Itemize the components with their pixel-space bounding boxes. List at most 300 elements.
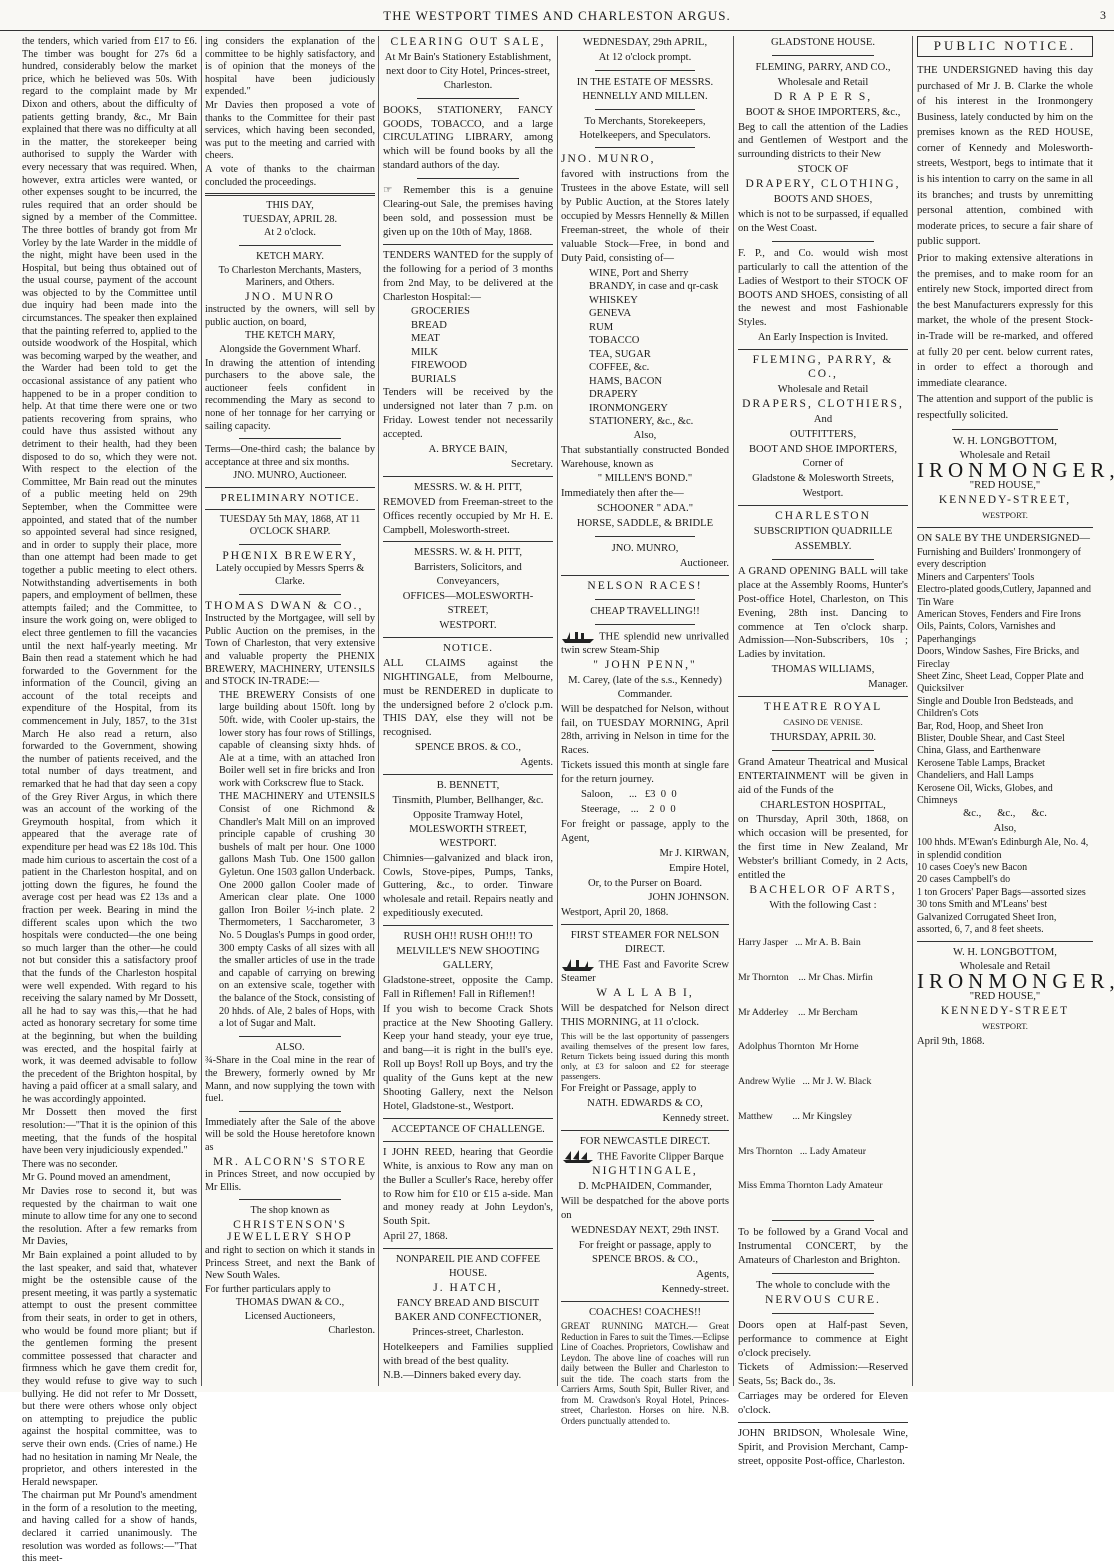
ad-text: Hotelkeepers and Families supplied with bread of the best quality.: [383, 1341, 553, 1367]
ad-text: ¾-Share in the Coal mine in the rear of the Brewery, formerly owned by Mr Mann, and now supplying the town with fuel.: [205, 1055, 375, 1105]
ad-heading: W. H. LONGBOTTOM,: [953, 946, 1057, 958]
cast-row: Andrew Wylie ... Mr J. W. Black: [738, 1076, 872, 1088]
ad-text: Wholesale and Retail: [777, 76, 869, 88]
ship-name: NIGHTINGALE,: [592, 1164, 698, 1177]
divider: [239, 594, 341, 595]
ad-heading: ASSEMBLY.: [794, 541, 852, 552]
article-paragraph: Mr G. Pound moved an amendment,: [22, 1172, 171, 1184]
divider: [772, 1220, 874, 1221]
ad-signature: Mr J. KIRWAN,: [659, 847, 729, 859]
divider: [383, 925, 553, 926]
ad-text: Or, to the Purser on Board.: [587, 877, 703, 889]
ad-heading-large: IRONMONGER,: [917, 969, 1120, 994]
divider: [383, 541, 553, 542]
article-paragraph: Mr Davies then proposed a vote of thanks to the Committee for their past services, which having been seconded, was put to the meeting and carried with cheers.: [205, 99, 375, 162]
list-item: Blister, Double Shear, and Cast Steel: [917, 733, 1065, 744]
ad-text: The attention and support of the public is respectfully solicited.: [917, 394, 1093, 421]
ad-heading-large: IRONMONGER,: [917, 458, 1120, 483]
divider: [595, 536, 696, 537]
ad-text: Carriages may be ordered for Eleven o'clock.: [738, 1391, 908, 1417]
ad-signature: Charleston.: [328, 1324, 375, 1336]
ad-signature: Kennedy street.: [662, 1112, 729, 1124]
list-item: WHISKEY: [589, 294, 638, 306]
ad-text: With the following Cast :: [769, 899, 877, 911]
ad-text: [383, 184, 553, 240]
list-item: Doors, Window Sashes, Fire Bricks, and Fireclay: [917, 646, 1080, 670]
divider: [239, 1111, 341, 1112]
ad-heading: ALSO.: [275, 1041, 305, 1053]
cast-row: Adolphus Thornton Mr Horne: [738, 1041, 859, 1053]
column-3: [383, 36, 553, 1386]
ad-text: WESTPORT.: [439, 620, 497, 631]
list-item: Single and Double Iron Bedsteads, and Children's Cots: [917, 695, 1074, 720]
ad-text: which is not to be surpassed, if equalled on the West Coast.: [738, 208, 908, 234]
ad-signature: Agents.: [520, 757, 553, 769]
ad-heading: CHEAP TRAVELLING!!: [590, 605, 700, 617]
ad-heading: PRELIMINARY NOTICE.: [220, 492, 360, 504]
list-item: DRAPERY: [589, 389, 638, 401]
ad-heading: KENNEDY-STREET: [940, 1005, 1070, 1018]
ad-text: Immediately after the Sale of the above will be sold the House heretofore known as: [205, 1116, 375, 1153]
ad-text: CASINO DE VENISE.: [783, 716, 863, 727]
divider: [595, 109, 696, 110]
ad-heading: B. BENNETT,: [436, 780, 500, 792]
ad-text: Wholesale and Retail: [959, 961, 1051, 973]
fare-row: Steerage, ... 2 0 0: [581, 803, 676, 815]
ad-text: &c., &c., &c.: [963, 808, 1047, 820]
ad-signature: Manager.: [868, 679, 908, 691]
ad-heading: BOOT AND SHOE IMPORTERS,: [748, 443, 898, 455]
article-paragraph: Mr Davies rose to second it, but was requested by the chairman to wait one minute to allow time for any one to second the resolution. After a few remarks from Mr Davies,: [22, 1186, 197, 1248]
list-item: FIREWOOD: [411, 360, 467, 372]
also-list: [917, 837, 1093, 936]
ad-heading: OUTFITTERS,: [789, 428, 857, 440]
page-number: 3: [1100, 8, 1106, 22]
ad-heading: MESSRS. W. & H. PITT,: [413, 547, 523, 559]
divider: [772, 55, 874, 56]
divider: [561, 1130, 729, 1131]
ad-text: Gladstone & Molesworth Streets,: [752, 473, 894, 485]
divider: [952, 429, 1058, 430]
ad-heading: FIRST STEAMER FOR NELSON DIRECT.: [570, 930, 720, 956]
ad-signature: Licensed Auctioneers,: [244, 1311, 336, 1323]
list-item: RUM: [589, 321, 614, 333]
divider: [595, 599, 696, 600]
ad-text: [561, 1150, 729, 1164]
article-paragraph: the tenders, which varied from £17 to £6. The timber was bought for 27s 6d a hundred, considerably below the market price, which he believed was 50s. With regard to the complaint made by Mr Dixon and others, about the difficulty of patients getting brandy, &c., Mr Bain explained that there was no difficulty at all in the matter, the storekeeper being authorised to supply the Warder with every necessary that was required. When, however, extra articles were wanted, or other expenses sought to be incurred, the rules required that an order should be signed by a member of the Committee. The three bottles of brandy got from Mr Vorley by the late Warder in the middle of the night, might have been used in the Hospital, but being thus obtained out of the usual course, payment of the account was objected to by the Committee until due inquiry had been made into the circumstances. The speaker then explained that the painting referred to, applied to the outside woodwork of the Hospital, which was becoming warped by the weather, and the Warder had been told to get the occasional assistance of any patient who happened to be in a proper condition to help. At that time there were one or two patients recovering from sprains, who could have thus assisted without any detriment to their health, had they been disposed to do so, which they were not. With respect to the election of the Committee, Mr Bain read out the minutes of a public meeting held on 29th September, when the Committee were appointed, and stated that of the number so appointed several had since resigned, and in order to supply their place, more than one attempt had been made to get together a public meeting to elect others. Notwithstanding advertisements in both papers, and employment of bellmen, these attempts failed; and the Committee, to insure the work going on, were obliged to elect three gentlemen to fill the vacancies until the next half-yearly meeting. Mr Bain then read a statement which he had forwarded to the Government for the information of the Council, giving an account of the total receipts and expenditure of the Hospital, from its commencement in July, 1857, to the 31st March He also read a return, also forwarded to the Government, showing the number of patients received, and the total number of days treatment, and remarked that he had that day seen a copy of the Grey River Argus, in which there was an account of the working of the Greymouth hospital, from which it appeared that the average rate of expenditure per head was £2 18s 10d. This made him curious to ascertain the cost of a patient in the Charleston hospital, and on jotting down the figures, he found the average cost per head was £2 13s and a fraction per week. Bearing in mind the different scales upon which the two hospitals were conducted—the one being so much larger than the other—he could not but consider this a satisfactory proof that the funds of the Charleston hospital were well expended. With regard to his receiving the salary named by Mr Dossett, all he had to say was this,—that he had acted as honorary secretary for some time at the beginning, but when the building was erected, and the hospital fairly at work, it was deemed advisable to follow the precedent of the Brighton hospital, by having a paid officer at a small salary, and he was accordingly appointed.: [22, 36, 197, 1105]
auctioneer-name: THOMAS DWAN & CO.,: [205, 599, 364, 612]
list-item: China, Glass, and Earthenware: [917, 745, 1041, 757]
divider: [205, 509, 375, 510]
ad-heading: DRAPERY, CLOTHING,: [745, 178, 901, 191]
ad-text: "RED HOUSE,": [969, 991, 1041, 1003]
ad-text: GREAT RUNNING MATCH.— Great Reduction in Fares to suit the Times.—Eclipse Line of Coaches. Proprietors, Cowlishaw and Leydon. The above line of coaches will run daily between the Buller and Charleston to suit the tide. The coach starts from the Carriers Arms, South Spit, Buller River, and from M. Crawdson's Royal Hotel, Princes-street, Charleston. Horses on hire. N.B. Orders punctually attended to.: [561, 1321, 729, 1426]
ad-signature: THOMAS WILLIAMS,: [771, 664, 875, 676]
ad-text: Will be despatched for the above ports on: [561, 1195, 729, 1221]
divider: [772, 241, 874, 242]
ad-date: Westport, April 20, 1868.: [561, 907, 669, 919]
stock-list: [589, 267, 729, 429]
list-item: MEAT: [411, 333, 440, 345]
ad-text: favored with instructions from the Trustees in the above Estate, will sell by Public Auction, at the Stores lately occupied by Messrs Hennelly & Millen Freeman-street, the whole of their valuable Stock—Free, in bond and Duty Paid, consisting of—: [561, 169, 729, 264]
ad-text: To Merchants, Storekeepers, Hotelkeepers, and Speculators.: [579, 115, 711, 141]
divider: [383, 1248, 553, 1249]
ad-date: April 9th, 1868.: [917, 1035, 985, 1047]
ad-heading: PHŒNIX BREWERY,: [222, 549, 358, 562]
cast-row: Mr Thornton ... Mr Chas. Mirfin: [738, 971, 873, 983]
ad-text: For freight or passage, apply to: [578, 1239, 712, 1251]
ad-text: Princes-street, Charleston.: [412, 1326, 524, 1338]
list-item: HAMS, BACON: [589, 375, 662, 387]
ad-text: That substantially constructed Bonded Warehouse, known as: [561, 444, 729, 470]
auctioneer-name: JNO. MUNRO: [245, 290, 335, 303]
ad-signature: JOHN JOHNSON.: [648, 892, 729, 904]
ad-text: Prior to making extensive alterations in the premises, and to make room for an entirely new Stock, imported direct from the best Manufacturers expressly for this market, the whole of the present Stock-in-Trade will be re-marked, and offered at fully 20 per cent. below current rates, in order to effect a thorough and immediate clearance.: [917, 253, 1093, 389]
list-item: Sheet Zinc, Sheet Lead, Copper Plate and Quicksilver: [917, 670, 1084, 695]
list-item: GENEVA: [589, 308, 632, 320]
cast-row: Harry Jasper ... Mr A. B. Bain: [738, 936, 861, 948]
ad-text-body: THE Favorite Clipper Barque: [597, 1151, 724, 1163]
column-rule: [557, 36, 558, 1386]
list-item: Electro-plated goods,Cutlery, Japanned and Tin Ware: [917, 584, 1092, 608]
divider: [772, 1273, 874, 1274]
ad-date: April 27, 1868.: [383, 1231, 448, 1243]
ad-heading: FLEMING, PARRY, AND CO.,: [755, 61, 891, 73]
list-item: 20 cases Campbell's do: [917, 874, 1011, 886]
list-item: BURIALS: [411, 373, 457, 385]
ad-signature: Auctioneer.: [679, 557, 729, 569]
cast-row: Miss Emma Thornton Lady Amateur: [738, 1180, 883, 1192]
ad-text: Immediately then after the—: [561, 488, 684, 500]
divider: [772, 1313, 874, 1314]
divider: [595, 624, 696, 625]
ad-heading: CHRISTENSON'S JEWELLERY SHOP: [227, 1218, 353, 1244]
ad-time: At 2 o'clock.: [264, 227, 316, 239]
divider: [383, 244, 553, 245]
cast-row: Mrs Thornton ... Lady Amateur: [738, 1145, 866, 1157]
ad-heading: THE KETCH MARY,: [244, 330, 336, 342]
ad-date: WEDNESDAY, 29th APRIL,: [582, 37, 708, 48]
ad-text-body: Remember this is a genuine Clearing-out Sale, the premises having been sold, and possession must be given up on the 10th of May, 1868.: [383, 185, 553, 238]
ad-text: Also,: [633, 429, 657, 441]
ad-heading: CHARLESTON: [775, 510, 871, 523]
ad-text: Will be despatched for Nelson, without fail, on TUESDAY MORNING, April 28th, arriving in Nelson in time for the Races.: [561, 703, 729, 757]
list-item: Kerosene Oil, Wicks, Globes, and Chimneys: [917, 782, 1053, 807]
ad-text: OFFICES—MOLESWORTH-STREET,: [402, 591, 534, 617]
column-6: [917, 36, 1120, 1386]
ad-text: Grand Amateur Theatrical and Musical ENTERTAINMENT will be given in aid of the Funds of the: [738, 756, 908, 796]
divider: [239, 245, 341, 246]
ad-text: Westport.: [802, 488, 844, 500]
list-item: Furnishing and Builders' Ironmongery of every description: [917, 546, 1082, 571]
ad-text: Tickets of Admission:—Reserved Seats, 5s; Back do., 3s.: [738, 1362, 908, 1388]
ad-text: Instructed by the Mortgagee, will sell by Public Auction on the premises, in the Town of Charleston, that very extensive and valuable property the PHENIX BREWERY, MACHINERY, UTENSILS and STOCK IN-TRADE:—: [205, 613, 375, 688]
ad-heading: CLEARING OUT SALE,: [390, 36, 546, 48]
ad-text: For freight or passage, apply to the Agent,: [561, 818, 729, 844]
ad-text: instructed by the owners, will sell by public auction, on board,: [205, 304, 375, 328]
ad-heading: STOCK OF: [797, 164, 849, 176]
notice-box: [917, 36, 1093, 57]
ad-heading: ACCEPTANCE OF CHALLENGE.: [391, 1123, 545, 1135]
steamship-icon: [561, 958, 595, 972]
list-item: TOBACCO: [589, 335, 640, 347]
cast-row: Mr Adderley ... Mr Bercham: [738, 1006, 858, 1018]
ad-text: THE BREWERY Consists of one large building about 150ft. long by 50ft. wide, with Cooler up-stairs, the lower story has four rows of Stillings, capable of cleansing sixty hhds. of Ale at a time, with an attached Iron Boiler well set in fire bricks and Iron work with Corkscrew flue to Stack.: [219, 689, 375, 789]
cast-list: [738, 914, 908, 1215]
auctioneer-name: JNO. MUNRO,: [561, 153, 656, 166]
ad-text: At Mr Bain's Stationery Establishment, next door to City Hotel, Princes-street, Charleston.: [384, 51, 552, 91]
tender-list: [411, 305, 553, 386]
ad-text: For Freight or Passage, apply to: [561, 1083, 697, 1094]
divider: [917, 941, 1093, 942]
ad-text: To Charleston Merchants, Masters, Mariners, and Others.: [218, 264, 362, 289]
cast-row: Matthew ... Mr Kingsley: [738, 1110, 853, 1122]
list-item: 1 ton Grocers' Paper Bags—assorted sizes: [917, 886, 1086, 898]
ad-time: At 12 o'clock prompt.: [598, 51, 692, 63]
ad-signature: Kennedy-street.: [661, 1284, 729, 1296]
ad-text: I JOHN REED, hearing that Geordie White, is anxious to Row any man on the Buller a Sculler's Race, hereby offer to Row him for £10 or £15 a-side. Man and money ready at John Leydon's, South Spit.: [383, 1146, 553, 1228]
article-column-hospital-meeting: [22, 36, 197, 1565]
article-paragraph: The chairman put Mr Pound's amendment in the form of a resolution to the meeting, and having called for a show of hands, declared it carried unanimously. The resolution was worded as follows:—"That this meet-: [22, 1490, 197, 1565]
ad-date: TUESDAY, APRIL 28.: [242, 213, 338, 225]
ad-text: Barristers, Solicitors, and Conveyancers,: [414, 562, 522, 588]
divider: [595, 70, 696, 71]
divider: [917, 527, 1093, 528]
list-item: WINE, Port and Sherry: [589, 267, 689, 279]
ad-text: Doors open at Half-past Seven, performance to commence at Eight o'clock precisely.: [738, 1319, 908, 1359]
column-rule: [201, 36, 202, 1386]
sale-list: [917, 547, 1093, 808]
list-item: 100 hhds. M'Ewan's Edinburgh Ale, No. 4, in splendid condition: [917, 837, 1089, 861]
ad-text: Will be despatched for Nelson direct THIS MORNING, at 11 o'clock.: [561, 1003, 729, 1029]
ad-text: Terms—One-third cash; the balance by acceptance at three and six months.: [205, 444, 375, 468]
ad-heading: MR. ALCORN'S STORE: [213, 1155, 367, 1168]
divider: [383, 476, 553, 477]
ad-text-body: THE Fast and Favorite Screw Steamer: [561, 959, 730, 985]
divider: [383, 1118, 553, 1119]
ad-heading: GLADSTONE HOUSE.: [771, 37, 875, 48]
ad-text: To be followed by a Grand Vocal and Instrumental CONCERT, by the Amateurs of Charleston and Brighton.: [738, 1227, 908, 1266]
divider: [738, 1422, 908, 1423]
ad-date: THIS DAY,: [266, 200, 314, 212]
list-item: Kerosene Table Lamps, Bracket Chandeliers, and Hall Lamps: [917, 757, 1045, 782]
ad-text: THE UNDERSIGNED having this day purchased of Mr J. B. Clarke the whole of his interest in the Ironmongery Business, lately conducted by him on the premises known as the RED HOUSE, corner of Kennedy and Molesworth-streets, Westport, begs to intimate that it is his intention to carry on the same in all its branches; and trusts by unremitting personal attention, combined with moderate prices, to secure a fair share of public support.: [917, 64, 1093, 248]
ad-heading: FLEMING, PARRY, & CO.,: [752, 354, 894, 381]
ad-heading: MELVILLE'S NEW SHOOTING GALLERY,: [396, 946, 540, 971]
ship-name: W A L L A B I,: [596, 987, 694, 1000]
ad-text: JOHN BRIDSON, Wholesale Wine, Spirit, and Provision Merchant, Camp-street, opposite Post-office, Charleston.: [738, 1428, 908, 1467]
divider: [738, 349, 908, 350]
column-rule: [912, 36, 913, 1386]
list-item: Bar, Rod, Hoop, and Sheet Iron: [917, 720, 1044, 732]
ad-text: The shop known as: [250, 1205, 330, 1217]
ad-date: THURSDAY, APRIL 30.: [769, 731, 877, 743]
fare-row: Saloon, ... £3 0 0: [581, 789, 677, 801]
divider: [383, 1141, 553, 1142]
article-paragraph: Mr Dossett then moved the first resolution:—"That it is the opinion of this meeting, that the funds of the hospital have been very injudiciously expended.": [22, 1107, 197, 1157]
ad-text: Corner of: [802, 458, 844, 470]
ad-heading: BOOTS AND SHOES,: [773, 194, 873, 206]
ad-text: Chimnies—galvanized and black iron, Cowls, Stove-pipes, Pumps, Tanks, Guttering, &c., to order. Tinware wholesale and retail. Repairs neatly and expeditiously executed.: [383, 852, 553, 920]
list-item: STATIONERY, &c., &c.: [589, 416, 694, 428]
list-item: MILK: [411, 346, 439, 358]
steamship-icon: [561, 630, 595, 644]
list-item: TEA, SUGAR: [589, 348, 651, 360]
ad-signature: Agents,: [696, 1269, 729, 1281]
list-item: COFFEE, &c.: [589, 362, 650, 374]
pointing-hand-icon: ☞: [383, 185, 404, 197]
ad-text: Lately occupied by Messrs Sperrs & Clarke.: [215, 563, 365, 587]
ad-text: In drawing the attention of intending purchasers to the above sale, the auctioneer feels confident in recommending the Mary as second to none of her tonnage for her carrying or sailing capacity.: [205, 357, 375, 432]
ad-text: TENDERS WANTED for the supply of the following for a period of 3 months from 2nd May, to be delivered at the Charleston Hospital:—: [383, 249, 553, 303]
list-item: Oils, Paints, Colors, Varnishes and Paperhangings: [917, 621, 1056, 645]
ad-heading: FOR NEWCASTLE DIRECT.: [579, 1135, 711, 1147]
ad-heading: IN THE ESTATE OF MESSRS. HENNELLY AND MILLEN.: [576, 76, 714, 102]
ad-heading: RUSH OH!! RUSH OH!!! TO: [403, 931, 533, 943]
ad-text: ALL CLAIMS against the NIGHTINGALE, from Melbourne, must be RENDERED in duplicate to the undersigned before 2 o'clock p.m. THIS DAY, else they will not be recognised.: [383, 657, 553, 739]
list-item: IRONMONGERY: [589, 402, 668, 414]
ad-text: Also,: [993, 823, 1017, 835]
newspaper-title: THE WESTPORT TIMES AND CHARLESTON ARGUS.: [383, 8, 731, 23]
ad-text: Beg to call the attention of the Ladies and Gentlemen of Westport and the surrounding districts to their New: [738, 121, 908, 161]
list-item: American Stoves, Fenders and Fire Irons: [917, 608, 1081, 620]
article-paragraph: There was no seconder.: [22, 1158, 118, 1170]
ad-text: For further particulars apply to: [205, 1283, 331, 1295]
ad-heading: NOTICE.: [442, 641, 494, 654]
sailing-ship-icon: [561, 1150, 595, 1164]
ad-heading: J. HATCH,: [433, 1281, 503, 1294]
ad-heading: SCHOONER " ADA.": [596, 503, 694, 515]
column-4: [561, 36, 730, 1426]
divider: [205, 487, 375, 488]
divider: [383, 637, 553, 638]
ad-date: TUESDAY 5th MAY, 1868, AT 11 O'CLOCK SHARP.: [219, 513, 361, 538]
ad-text: N.B.—Dinners baked every day.: [383, 1370, 522, 1382]
column-rule: [733, 36, 734, 1386]
ad-signature: JNO. MUNRO,: [611, 543, 679, 555]
list-item: BREAD: [411, 319, 447, 331]
ad-heading: MESSRS. W. & H. PITT,: [413, 481, 523, 493]
divider: [595, 147, 696, 148]
divider: [239, 1199, 341, 1200]
ad-text: THE MACHINERY and UTENSILS Consist of one Richmond & Chandler's Malt Mill on an improved principle capable of crushing 30 bushels of malt per hour. One 1000 gallons Mash Tub. One 1500 gallon Gyletun. One 1503 gallon Underback. One 2000 gallon Cooler made of American clear plate. One 1000 gallon Iron Boiler ½-inch plate. 2 Thermometers, 1 Saccharometer, 3 No. 5 Douglas's Pumps in good order, 300 empty Casks of all sizes with all the smaller articles of use in the trade and capable of carrying on brewing on an extensive scale, together with the balance of the Stock, consisting of 20 hhds. of Ale, 2 bales of Hops, with a lot of Sugar and Malt.: [219, 791, 375, 1030]
column-2: [205, 36, 375, 1386]
ad-text: Opposite Tramway Hotel, MOLESWORTH STREET, WESTPORT.: [409, 809, 527, 849]
ad-signature: SPENCE BROS. & CO.,: [415, 742, 521, 754]
divider: [772, 750, 874, 751]
ad-text: And: [813, 413, 833, 425]
ad-heading: NERVOUS CURE.: [765, 1293, 881, 1306]
masthead: [0, 2, 1114, 31]
ad-text: Alongside the Government Wharf.: [219, 344, 361, 356]
ad-heading: D R A P E R S,: [773, 90, 873, 103]
divider: [383, 774, 553, 775]
ad-text: WESTPORT.: [982, 1021, 1028, 1032]
ad-heading: SUBSCRIPTION QUADRILLE: [753, 526, 893, 538]
ad-heading: CHARLESTON HOSPITAL,: [760, 799, 886, 811]
list-item: GROCERIES: [411, 306, 470, 318]
column-rule: [378, 36, 379, 1386]
ad-text: BOOKS, STATIONERY, FANCY GOODS, TOBACCO, and a large CIRCULATING LIBRARY, among which will be found books by all the standard authors of the day.: [383, 104, 553, 172]
ad-text: D. McPHAIDEN, Commander,: [578, 1180, 712, 1192]
ad-text: "RED HOUSE,": [969, 480, 1041, 492]
ad-text: [561, 630, 729, 658]
ad-heading: ON SALE BY THE UNDERSIGNED—: [917, 533, 1091, 544]
ad-signature: A. BRYCE BAIN,: [428, 444, 508, 456]
column-5: [738, 36, 908, 1467]
divider: [205, 193, 375, 196]
divider: [417, 178, 519, 179]
ad-text: This will be the last opportunity of passengers availing themselves of the present low fares, Return Tickets being issued during this month only, at £3 for saloon and £2 for steerage passengers.: [561, 1031, 729, 1081]
ad-text: An Early Inspection is Invited.: [757, 332, 889, 344]
ad-heading: BACHELOR OF ARTS,: [749, 883, 897, 896]
list-item: 10 cases Coey's new Bacon: [917, 862, 1028, 874]
ad-heading: " MILLEN'S BOND.": [597, 473, 693, 485]
list-item: 30 tons Smith and M'Leans' best Galvanized Corrugated Sheet Iron, assorted, 6, 7, and 8 feet sheets.: [917, 899, 1057, 936]
ad-heading: KENNEDY-STREET,: [938, 494, 1072, 507]
ad-heading: HORSE, SADDLE, & BRIDLE: [576, 518, 714, 530]
ad-text: [561, 958, 729, 986]
ad-heading: KETCH MARY.: [256, 250, 324, 262]
article-paragraph: A vote of thanks to the chairman concluded the proceedings.: [205, 163, 375, 188]
ad-heading: DRAPERS, CLOTHIERS,: [742, 397, 904, 410]
divider: [561, 575, 729, 576]
ad-text: A GRAND OPENING BALL will take place at the Assembly Rooms, Hunter's Post-office Hotel, Charleston, on This Evening, 28th inst. Dancing to commence at Ten o'clock sharp. Admission—Non-Subscribers, 10s ; Ladies by invitation.: [738, 565, 908, 661]
ad-signature: Secretary.: [511, 458, 553, 470]
ad-text: M. Carey, (late of the s.s., Kennedy) Commander.: [568, 674, 722, 700]
ad-text: If you wish to become Crack Shots practice at the New Shooting Gallery. Keep your hand steady, your eye true, and bang—it is right in the bull's eye. Roll up Boys! Roll up Boys, and try the quality of the Guns kept at the new Shooting Gallery, next the Nelson Hotel, Gladstone-st., Westport.: [383, 1003, 553, 1112]
ad-heading: THEATRE ROYAL: [763, 701, 883, 714]
ad-signature: Empire Hotel,: [668, 862, 729, 874]
list-item: Miners and Carpenters' Tools: [917, 571, 1035, 583]
ad-heading: COACHES! COACHES!!: [588, 1307, 702, 1319]
ad-heading: NONPAREIL PIE AND COFFEE HOUSE.: [395, 1254, 541, 1280]
ship-name: " JOHN PENN,": [593, 658, 697, 671]
ad-text: and right to section on which it stands in Princess Street, and next the Bank of New South Wales.: [205, 1245, 375, 1282]
ad-heading: NELSON RACES!: [587, 579, 703, 592]
ad-signature: NATH. EDWARDS & CO,: [587, 1097, 703, 1109]
ad-text: F. P., and Co. would wish most particularly to call the attention of the Ladies of Westport to their STOCK OF BOOTS AND SHOES, consisting of all the newest and most Fashionable Styles.: [738, 247, 908, 329]
ad-heading: W. H. LONGBOTTOM,: [953, 435, 1057, 447]
divider: [239, 438, 341, 439]
divider: [561, 1301, 729, 1302]
ad-text: REMOVED from Freeman-street to the Offices recently occupied by Mr H. E. Campbell, Molesworth-street.: [383, 496, 553, 536]
ad-text: in Princes Street, and now occupied by Mr Ellis.: [205, 1169, 375, 1193]
ad-text-body: THE splendid new unrivalled twin screw Steam-Ship: [561, 631, 729, 656]
ad-text: Tinsmith, Plumber, Bellhanger, &c.: [392, 794, 544, 806]
ad-signature: THOMAS DWAN & CO.,: [235, 1297, 345, 1309]
divider: [239, 544, 341, 545]
ad-heading: BOOT & SHOE IMPORTERS, &c.,: [745, 106, 901, 118]
ad-text: WESTPORT.: [982, 510, 1028, 521]
ad-text: Tenders will be received by the undersigned not later than 7 p.m. on Friday. Lowest tender not necessarily accepted.: [383, 387, 553, 441]
divider: [738, 696, 908, 697]
ad-signature: JNO. MUNRO, Auctioneer.: [233, 470, 347, 482]
divider: [239, 1036, 341, 1037]
ad-signature: SPENCE BROS. & CO.,: [592, 1254, 698, 1266]
ad-heading: PUBLIC NOTICE.: [933, 38, 1077, 53]
divider: [772, 559, 874, 560]
ad-text: The whole to conclude with the: [756, 1279, 890, 1291]
article-paragraph: ing considers the explanation of the committee to be highly satisfactory, and is of opinion that the moneys of the hospital have been judiciously expended.": [205, 36, 375, 98]
divider: [561, 924, 729, 925]
list-item: BRANDY, in case and qr-cask: [589, 281, 719, 293]
ad-text: Tickets issued this month at single fare for the return journey.: [561, 760, 729, 786]
ad-text: on Thursday, April 30th, 1868, on which occasion will be presented, for the first time in New Zealand, Mr Webster's brilliant Comedy, in 2 Acts, entitled the: [738, 814, 908, 882]
divider: [738, 505, 908, 506]
article-paragraph: Mr Bain explained a point alluded to by the last speaker, and said that, whatever might be the ostensible cause of the present meeting, it was partly a systematic attempt to oust the present committee from their seats, in order to get in others, who would be found more pliant; but if the gentlemen forming the present committee possessed that character and firmness which he gave them credit for, they would refuse to give way to such bullying. He did not refer to Mr Dossett, but there were others whose only object on attempting to prejudice the public against the hospital committee, was to serve their own ends. (Cries of name.) He had no hesitation in naming Mr Neale, the proprietor, and others interested in the Herald newspaper.: [22, 1250, 197, 1488]
divider: [417, 98, 519, 99]
